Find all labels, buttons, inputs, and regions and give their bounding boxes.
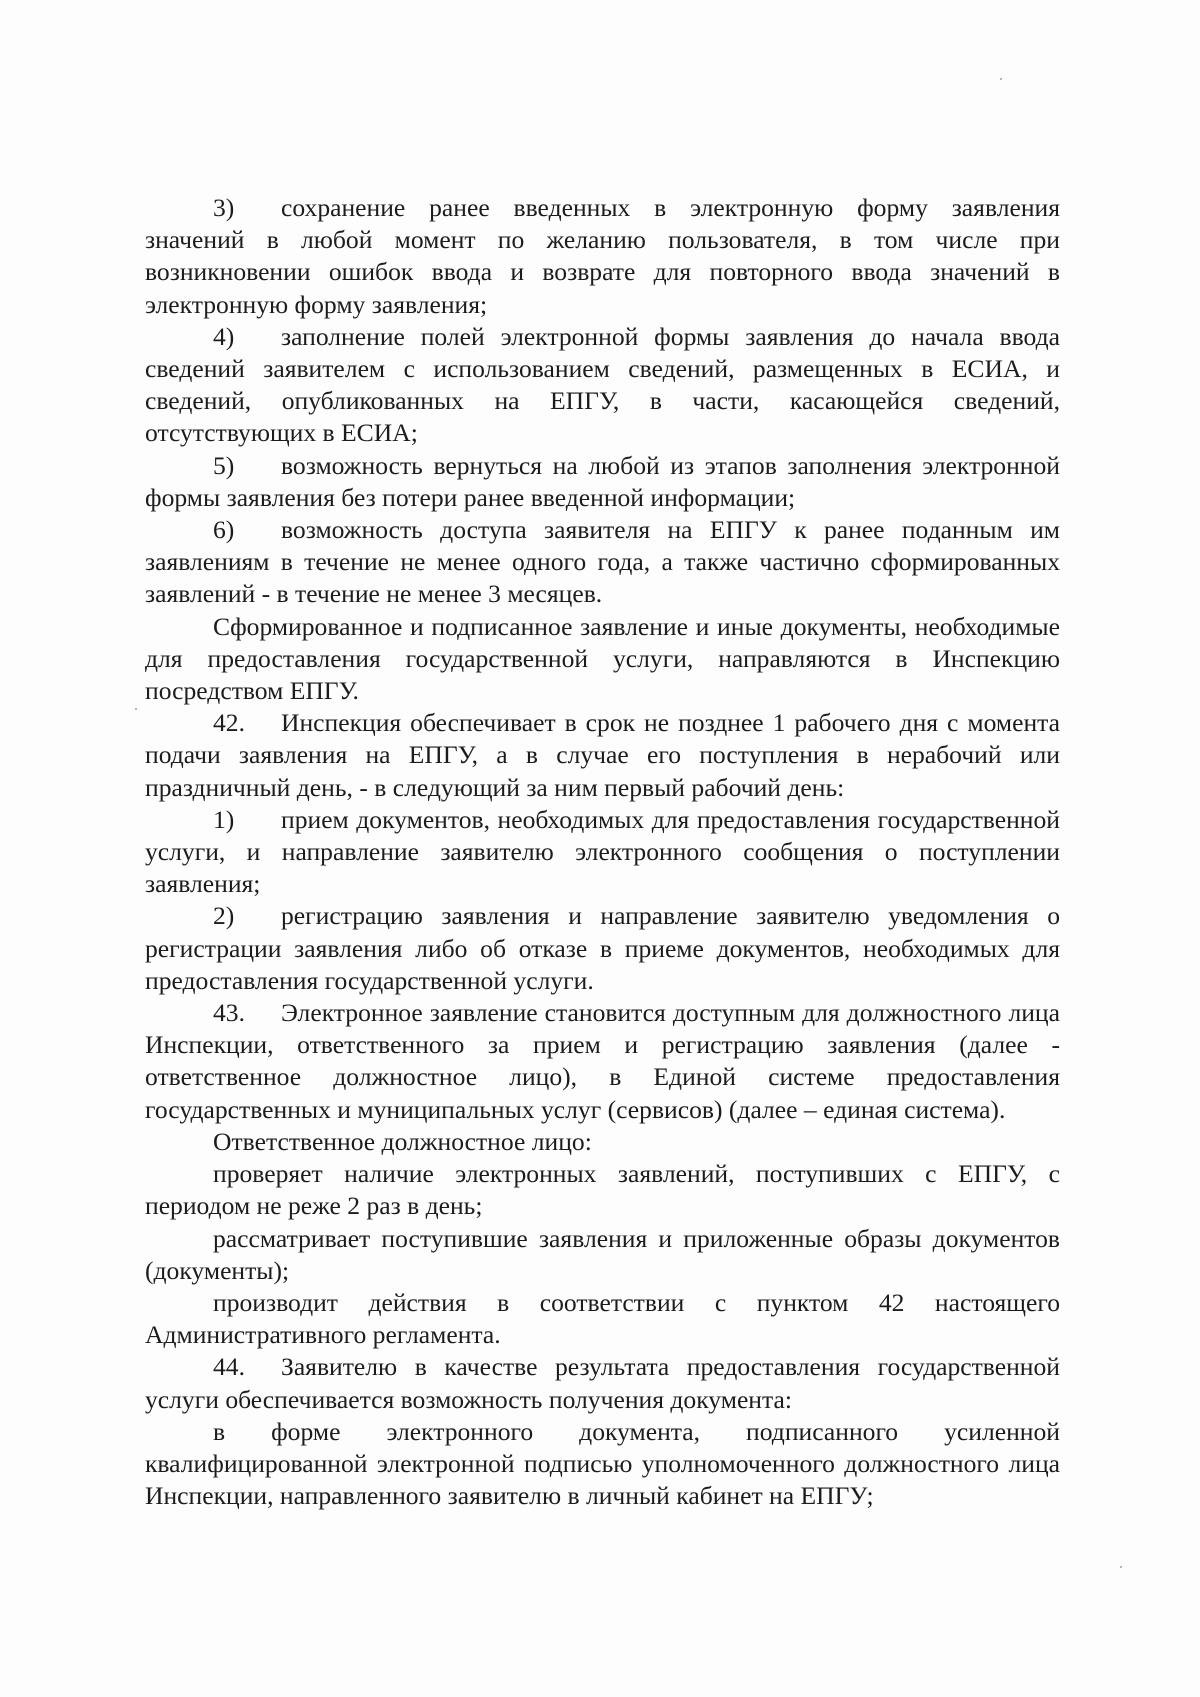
section-number: 42. bbox=[213, 708, 245, 738]
paragraph-item-6 bbox=[145, 514, 1060, 611]
paragraph-text: в форме электронного документа, подписанного усиленной квалифицированной электронной подписью уполномоченного должностного лица Инспекции, направленного заявителю в личный кабинет на ЕПГУ; bbox=[145, 1416, 1060, 1511]
scan-speck bbox=[1120, 1566, 1122, 1568]
paragraph-text: Электронное заявление становится доступным для должностного лица Инспекции, ответственного за прием и регистрацию заявления (далее - ответственное должностное лицо), в Единой системе предоставления государственных и муниципальных услуг (сервисов) (далее – единая система). bbox=[145, 998, 1060, 1124]
paragraph-text: заполнение полей электронной формы заявления до начала ввода сведений заявителем с использованием сведений, размещенных в ЕСИА, и сведений, опубликованных на ЕПГУ, в части, касающейся сведений, отсутствующих в ЕСИА; bbox=[145, 321, 1060, 448]
section-number: 44. bbox=[213, 1352, 245, 1382]
paragraph-responsible-official bbox=[145, 1126, 1060, 1158]
document-body bbox=[145, 192, 1060, 1512]
paragraph-item-2 bbox=[145, 900, 1060, 997]
paragraph-electronic-document-form bbox=[145, 1416, 1060, 1513]
item-number: 2) bbox=[213, 901, 235, 931]
item-number: 3) bbox=[213, 193, 235, 222]
item-number: 6) bbox=[213, 515, 235, 545]
paragraph-text: производит действия в соответствии с пунктом 42 настоящего Административного регламента. bbox=[145, 1287, 1060, 1350]
paragraph-item-4 bbox=[145, 321, 1060, 450]
scan-speck bbox=[135, 708, 137, 710]
paragraph-text: возможность доступа заявителя на ЕПГУ к ранее поданным им заявлениям в течение не менее одного года, а также частично сформированных заявлений - в течение не менее 3 месяцев. bbox=[145, 515, 1060, 609]
paragraph-text: Заявителю в качестве результата предоставления государственной услуги обеспечивается возможность получения документа: bbox=[145, 1352, 1060, 1414]
paragraph-checks-applications bbox=[145, 1158, 1060, 1222]
paragraph-text: Сформированное и подписанное заявление и иные документы, необходимые для предоставления государственной услуги, направляются в Инспекцию посредством ЕПГУ. bbox=[145, 611, 1060, 706]
paragraph-text: рассматривает поступившие заявления и приложенные образы документов (документы); bbox=[145, 1223, 1060, 1285]
paragraph-text: возможность вернуться на любой из этапов заполнения электронной формы заявления без потери ранее введенной информации; bbox=[145, 450, 1060, 512]
paragraph-text: Ответственное должностное лицо: bbox=[213, 1126, 592, 1156]
paragraph-item-5 bbox=[145, 450, 1060, 514]
paragraph-text: Инспекция обеспечивает в срок не позднее 1 рабочего дня с момента подачи заявления на ЕПГУ, а в случае его поступления в нерабочий или праздничный день, - в следующий за ним первый рабочий день: bbox=[145, 708, 1060, 802]
paragraph-section-44 bbox=[145, 1351, 1060, 1415]
item-number: 4) bbox=[213, 321, 235, 351]
paragraph-item-1 bbox=[145, 804, 1060, 901]
paragraph-performs-actions bbox=[145, 1287, 1060, 1351]
item-number: 1) bbox=[213, 804, 235, 834]
paragraph-text: сохранение ранее введенных в электронную форму заявления значений в любой момент по желанию пользователя, в том числе при возникновении ошибок ввода и возврате для повторного ввода значений в электронную форму заявления; bbox=[145, 193, 1060, 319]
paragraph-section-42 bbox=[145, 707, 1060, 804]
paragraph-reviews-applications bbox=[145, 1223, 1060, 1287]
scan-speck bbox=[1000, 78, 1002, 80]
paragraph-text: прием документов, необходимых для предоставления государственной услуги, и направление заявителю электронного сообщения о поступлении заявления; bbox=[145, 804, 1060, 899]
paragraph-signed-application bbox=[145, 611, 1060, 708]
section-number: 43. bbox=[213, 998, 245, 1028]
paragraph-section-43 bbox=[145, 997, 1060, 1126]
paragraph-text: регистрацию заявления и направление заявителю уведомления о регистрации заявления либо об отказе в приеме документов, необходимых для предоставления государственной услуги. bbox=[145, 901, 1060, 995]
paragraph-text: проверяет наличие электронных заявлений, поступивших с ЕПГУ, с периодом не реже 2 раз в день; bbox=[145, 1159, 1060, 1221]
item-number: 5) bbox=[213, 450, 235, 480]
paragraph-item-3 bbox=[145, 192, 1060, 321]
